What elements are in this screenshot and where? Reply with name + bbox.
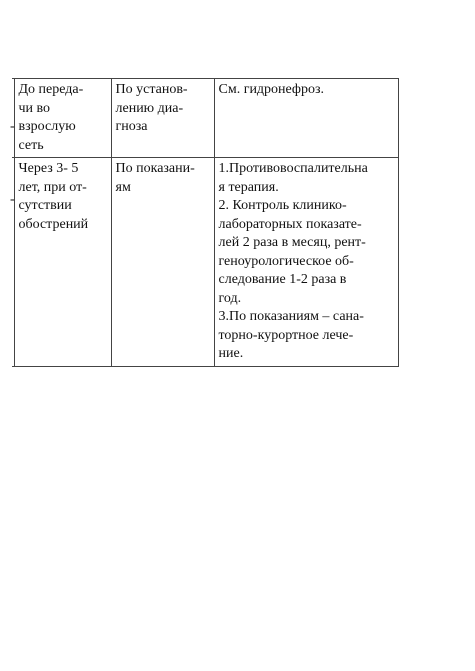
table-cell-observation-period: До переда- чи во взрослую сеть (14, 79, 111, 158)
treatment-table (12, 78, 399, 367)
table-cell-observation-period: Через 3- 5 лет, при от- сутствии обострений (14, 158, 111, 367)
cut-dash-row1: - (10, 119, 15, 134)
table-cell-frequency: По установ- лению диа- гноза (111, 79, 214, 158)
table-cell-measures: 1.Противовоспалительна я терапия. 2. Контроль клинико- лабораторных показате- лей 2 раза в месяц, рент- геноурологическое об- следование 1-2 раза в год. 3.По показаниям – сана- торно-курортное лече- ние. (214, 158, 398, 367)
table-row (12, 79, 398, 158)
table-cell-measures: См. гидронефроз. (214, 79, 398, 158)
table-cell-frequency: По показани- ям (111, 158, 214, 367)
cut-dash-row2: - (10, 192, 15, 207)
table-row (12, 158, 398, 367)
